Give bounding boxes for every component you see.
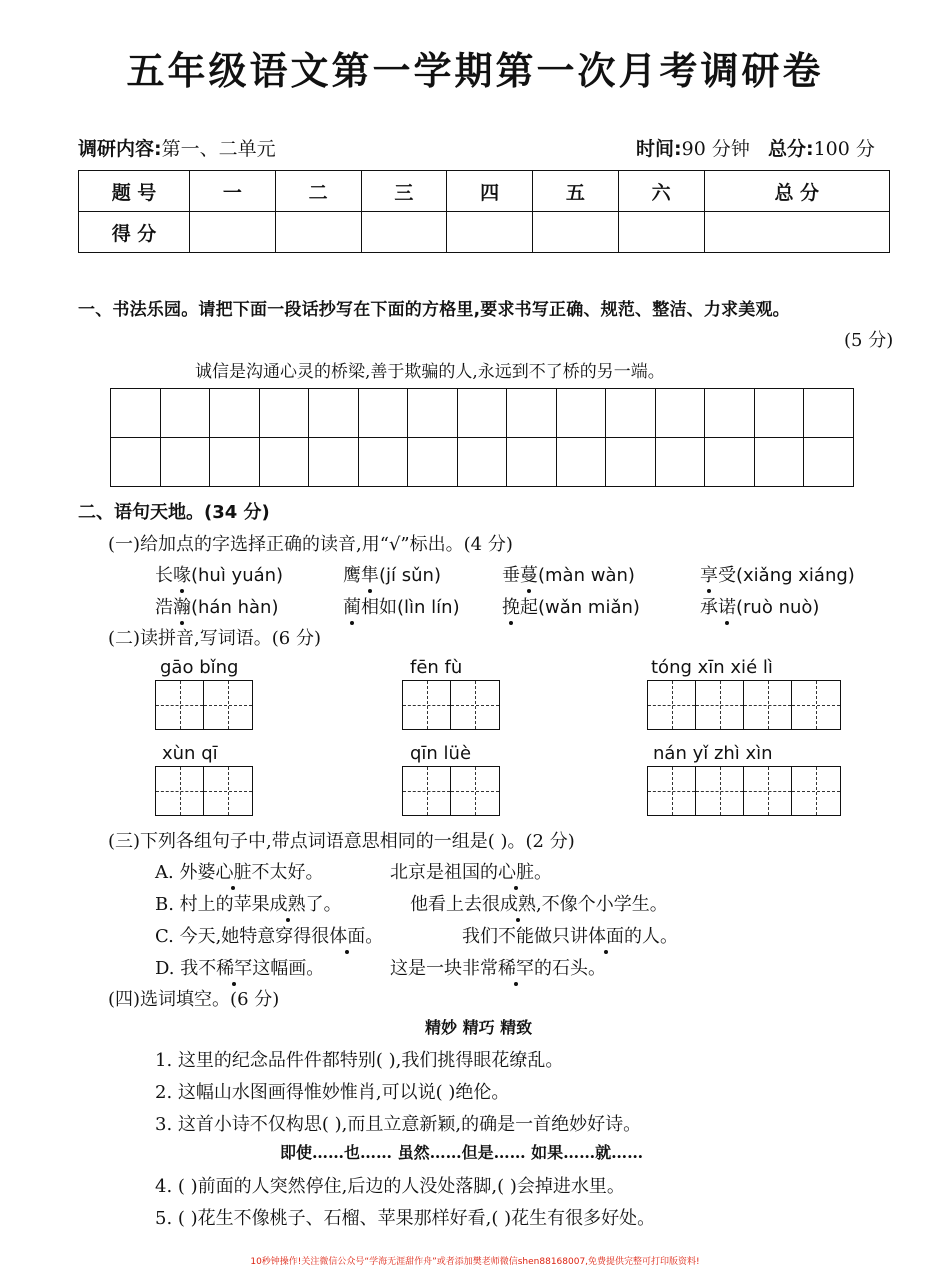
grid-cell[interactable] — [655, 389, 705, 438]
q3-option-c-second: 我们不能做只讲体面的人。 — [462, 926, 678, 947]
score-table — [78, 170, 890, 253]
q4-sentence-1: 1. 这里的纪念品件件都特别( ),我们挑得眼花缭乱。 — [155, 1050, 564, 1071]
pron-item: 挽起(wǎn miǎn) — [502, 597, 640, 618]
score-header-cell: 题 号 — [79, 171, 190, 212]
copy-sentence: 诚信是沟通心灵的桥梁,善于欺骗的人,永远到不了桥的另一端。 — [195, 362, 665, 382]
score-cell[interactable] — [361, 212, 447, 253]
grid-cell[interactable] — [358, 389, 408, 438]
q4-sentence-2: 2. 这幅山水图画得惟妙惟肖,可以说( )绝伦。 — [155, 1082, 510, 1103]
content-value: 第一、二单元 — [161, 138, 276, 160]
grid-cell[interactable] — [804, 438, 854, 487]
grid-cell[interactable] — [408, 389, 458, 438]
q3-option-c-first: C. 今天,她特意穿得很体面。 — [155, 926, 384, 947]
q3-option-b-second: 他看上去很成熟,不像个小学生。 — [410, 894, 668, 915]
q1-title: (一)给加点的字选择正确的读音,用“√”标出。(4 分) — [108, 534, 513, 555]
word-bank-1: 精妙 精巧 精致 — [425, 1018, 533, 1037]
pinyin-label: qīn lüè — [410, 743, 472, 764]
tianzi-box[interactable] — [155, 680, 253, 730]
score-cell[interactable] — [275, 212, 361, 253]
grid-cell[interactable] — [705, 389, 755, 438]
pinyin-label: fēn fù — [410, 657, 463, 678]
grid-cell[interactable] — [507, 389, 557, 438]
score-header-cell: 三 — [361, 171, 447, 212]
q3-title: (三)下列各组句子中,带点词语意思相同的一组是( )。(2 分) — [108, 831, 575, 852]
grid-cell[interactable] — [754, 389, 804, 438]
q3-option-d-first: D. 我不稀罕这幅画。 — [155, 958, 325, 979]
grid-cell[interactable] — [507, 438, 557, 487]
tianzi-box[interactable] — [155, 766, 253, 816]
pinyin-label: tóng xīn xié lì — [651, 657, 773, 678]
score-header-cell: 二 — [275, 171, 361, 212]
grid-cell[interactable] — [309, 438, 359, 487]
time-label: 时间: — [636, 138, 682, 160]
grid-cell[interactable] — [457, 438, 507, 487]
grid-cell[interactable] — [259, 389, 309, 438]
score-table-header-row — [79, 171, 890, 212]
grid-cell[interactable] — [754, 438, 804, 487]
score-label: 总分: — [767, 138, 814, 160]
pron-item: 浩瀚(hán hàn) — [155, 597, 279, 618]
score-header-cell: 总 分 — [704, 171, 890, 212]
grid-cell[interactable] — [606, 389, 656, 438]
pron-item: 享受(xiǎng xiáng) — [700, 565, 855, 586]
score-table-score-row — [79, 212, 890, 253]
grid-cell[interactable] — [358, 438, 408, 487]
exam-time-score — [636, 134, 875, 161]
grid-cell[interactable] — [556, 438, 606, 487]
copy-grid[interactable] — [110, 388, 854, 487]
pron-item: 承诺(ruò nuò) — [700, 597, 820, 618]
grid-cell[interactable] — [457, 389, 507, 438]
tianzi-box[interactable] — [647, 680, 841, 730]
score-value: 100 分 — [813, 138, 875, 160]
pron-item: 蔺相如(lìn lín) — [343, 597, 460, 618]
pron-item: 长喙(huì yuán) — [155, 565, 284, 586]
q3-option-a-second: 北京是祖国的心脏。 — [390, 862, 552, 883]
pron-item: 垂蔓(màn wàn) — [502, 565, 635, 586]
pinyin-label: gāo bǐng — [160, 657, 239, 678]
q3-option-d-second: 这是一块非常稀罕的石头。 — [390, 958, 606, 979]
q4-sentence-3: 3. 这首小诗不仅构思( ),而且立意新颖,的确是一首绝妙好诗。 — [155, 1114, 642, 1135]
tianzi-box[interactable] — [647, 766, 841, 816]
q2-title: (二)读拼音,写词语。(6 分) — [108, 628, 321, 649]
grid-cell[interactable] — [160, 438, 210, 487]
pron-item: 鹰隼(jí sǔn) — [343, 565, 441, 586]
grid-cell[interactable] — [804, 389, 854, 438]
q4-sentence-4: 4. ( )前面的人突然停住,后边的人没处落脚,( )会掉进水里。 — [155, 1176, 625, 1197]
grid-cell[interactable] — [111, 389, 161, 438]
tianzi-box[interactable] — [402, 680, 500, 730]
time-value: 90 分钟 — [681, 138, 750, 160]
pinyin-label: xùn qī — [162, 743, 218, 764]
grid-cell[interactable] — [111, 438, 161, 487]
grid-cell[interactable] — [556, 389, 606, 438]
tianzi-box[interactable] — [402, 766, 500, 816]
score-header-cell: 四 — [447, 171, 533, 212]
section2-heading: 二、语句天地。(34 分) — [78, 502, 270, 523]
score-header-cell: 六 — [618, 171, 704, 212]
pinyin-label: nán yǐ zhì xìn — [653, 743, 773, 764]
score-cell[interactable] — [533, 212, 619, 253]
q3-option-a-first: A. 外婆心脏不太好。 — [155, 862, 324, 883]
grid-cell[interactable] — [655, 438, 705, 487]
grid-cell[interactable] — [408, 438, 458, 487]
footer-note: 10秒钟操作!关注微信公众号“学海无涯甜作舟”或者添加樊老师微信shen88168007,免费提供完整可打印版资料! — [250, 1257, 700, 1267]
q4-sentence-5: 5. ( )花生不像桃子、石榴、苹果那样好看,( )花生有很多好处。 — [155, 1208, 656, 1229]
grid-cell[interactable] — [210, 438, 260, 487]
score-cell[interactable] — [618, 212, 704, 253]
section1-points: (5 分) — [844, 330, 894, 351]
grid-cell[interactable] — [210, 389, 260, 438]
page-title: 五年级语文第一学期第一次月考调研卷 — [126, 48, 824, 93]
grid-cell[interactable] — [309, 389, 359, 438]
q3-option-b-first: B. 村上的苹果成熟了。 — [155, 894, 342, 915]
grid-cell[interactable] — [160, 389, 210, 438]
section1-heading: 一、书法乐园。请把下面一段话抄写在下面的方格里,要求书写正确、规范、整洁、力求美观。 — [78, 300, 790, 320]
word-bank-2: 即使……也…… 虽然……但是…… 如果……就…… — [280, 1143, 644, 1162]
score-cell[interactable] — [704, 212, 890, 253]
score-cell[interactable] — [447, 212, 533, 253]
score-row-label: 得 分 — [79, 212, 190, 253]
score-header-cell: 五 — [533, 171, 619, 212]
grid-cell[interactable] — [606, 438, 656, 487]
grid-cell[interactable] — [705, 438, 755, 487]
content-label: 调研内容: — [78, 138, 162, 160]
score-cell[interactable] — [190, 212, 276, 253]
q4-title: (四)选词填空。(6 分) — [108, 989, 280, 1010]
grid-cell[interactable] — [259, 438, 309, 487]
score-header-cell: 一 — [190, 171, 276, 212]
exam-content — [78, 134, 276, 161]
